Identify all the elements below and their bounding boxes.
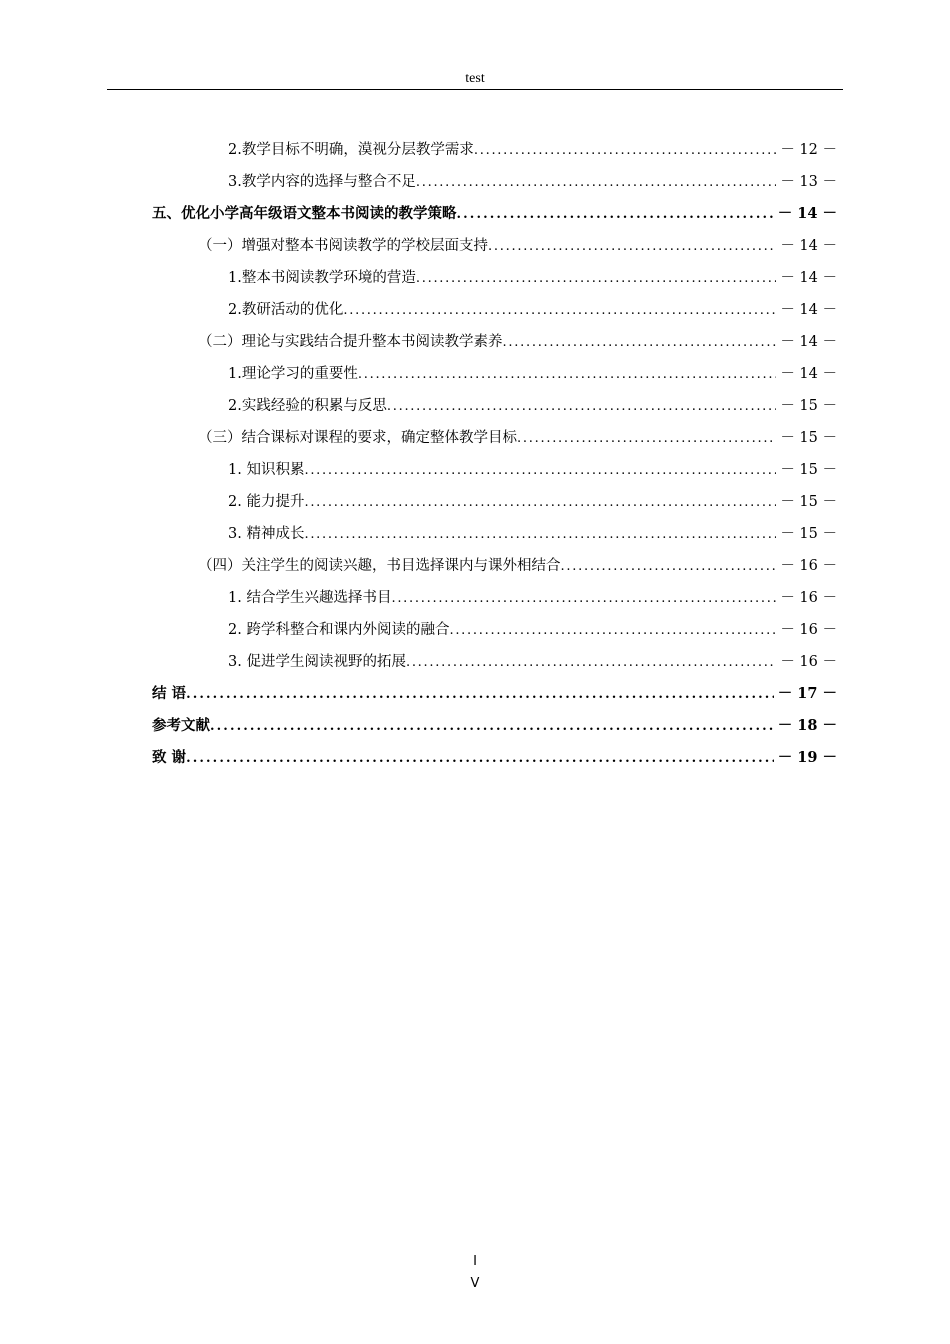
toc-dot-leader bbox=[304, 491, 776, 515]
toc-dot-leader bbox=[406, 651, 776, 675]
toc-entry-title: 3. 精神成长 bbox=[228, 526, 305, 542]
toc-entry-title: 3.教学内容的选择与整合不足 bbox=[228, 174, 416, 190]
toc-dot-leader bbox=[186, 683, 774, 707]
toc-entry[interactable] bbox=[152, 458, 837, 490]
toc-page-number: － 15 － bbox=[780, 494, 837, 510]
toc-entry[interactable] bbox=[152, 490, 837, 522]
page-header: test bbox=[465, 71, 485, 86]
toc-dot-leader bbox=[304, 459, 776, 483]
toc-page-number: － 18 － bbox=[777, 717, 837, 734]
toc-entry-title: 参考文献 bbox=[152, 717, 210, 734]
toc-page-number: － 13 － bbox=[780, 174, 837, 190]
toc-entry-title: （二）理论与实践结合提升整本书阅读教学素养 bbox=[198, 334, 503, 350]
toc-page-number: － 15 － bbox=[780, 398, 837, 414]
toc-entry[interactable] bbox=[152, 746, 837, 778]
toc-entry-title: 1.理论学习的重要性 bbox=[228, 366, 358, 382]
header-rule bbox=[107, 89, 843, 90]
toc-entry[interactable] bbox=[152, 330, 837, 362]
toc-entry[interactable] bbox=[152, 650, 837, 682]
toc-page-number: － 16 － bbox=[780, 622, 837, 638]
toc-dot-leader bbox=[517, 427, 776, 451]
toc-page-number: － 14 － bbox=[780, 238, 837, 254]
page-number-line1: I bbox=[473, 1254, 477, 1269]
toc-dot-leader bbox=[343, 299, 776, 323]
toc-entry-title: 1.整本书阅读教学环境的营造 bbox=[228, 270, 416, 286]
toc-page-number: － 15 － bbox=[780, 430, 837, 446]
toc-entry-title: 2.实践经验的积累与反思 bbox=[228, 398, 387, 414]
toc-entry-title: 致 谢 bbox=[152, 749, 187, 766]
toc-entry-title: 2.教学目标不明确，漠视分层教学需求 bbox=[228, 142, 474, 158]
toc-page-number: － 15 － bbox=[780, 462, 837, 478]
toc-entry-title: （一）增强对整本书阅读教学的学校层面支持 bbox=[198, 238, 488, 254]
page-number-line2: V bbox=[470, 1276, 480, 1291]
toc-page-number: － 15 － bbox=[780, 526, 837, 542]
toc-entry[interactable] bbox=[152, 554, 837, 586]
toc-dot-leader bbox=[488, 235, 776, 259]
toc-page-number: － 17 － bbox=[777, 685, 837, 702]
toc-entry-title: 1. 知识积累 bbox=[228, 462, 305, 478]
toc-dot-leader bbox=[210, 715, 774, 739]
toc-entry[interactable] bbox=[152, 618, 837, 650]
toc-entry-title: 3. 促进学生阅读视野的拓展 bbox=[228, 654, 406, 670]
toc-entry[interactable] bbox=[152, 714, 837, 746]
toc-page-number: － 14 － bbox=[777, 205, 837, 222]
toc-dot-leader bbox=[449, 619, 776, 643]
toc-page-number: － 16 － bbox=[780, 558, 837, 574]
toc-page-number: － 12 － bbox=[780, 142, 837, 158]
toc-entry[interactable] bbox=[152, 298, 837, 330]
toc-entry-title: 2. 跨学科整合和课内外阅读的融合 bbox=[228, 622, 450, 638]
toc-entry[interactable] bbox=[152, 426, 837, 458]
table-of-contents bbox=[152, 138, 837, 778]
toc-entry-title: （四）关注学生的阅读兴趣，书目选择课内与课外相结合 bbox=[198, 558, 561, 574]
toc-page-number: － 16 － bbox=[780, 654, 837, 670]
toc-dot-leader bbox=[503, 331, 777, 355]
toc-page-number: － 14 － bbox=[780, 270, 837, 286]
toc-page-number: － 14 － bbox=[780, 302, 837, 318]
toc-dot-leader bbox=[358, 363, 776, 387]
toc-entry[interactable] bbox=[152, 138, 837, 170]
toc-entry-title: 2. 能力提升 bbox=[228, 494, 305, 510]
toc-page-number: － 19 － bbox=[777, 749, 837, 766]
toc-page-number: － 14 － bbox=[780, 366, 837, 382]
toc-entry-title: 2.教研活动的优化 bbox=[228, 302, 344, 318]
toc-entry[interactable] bbox=[152, 234, 837, 266]
toc-entry-title: 五、优化小学高年级语文整本书阅读的教学策略 bbox=[152, 205, 457, 222]
toc-dot-leader bbox=[391, 587, 776, 611]
toc-entry-title: （三）结合课标对课程的要求，确定整体教学目标 bbox=[198, 430, 517, 446]
toc-dot-leader bbox=[457, 203, 774, 227]
toc-dot-leader bbox=[474, 139, 776, 163]
toc-entry-title: 1. 结合学生兴趣选择书目 bbox=[228, 590, 392, 606]
toc-entry[interactable] bbox=[152, 202, 837, 234]
toc-dot-leader bbox=[304, 523, 776, 547]
toc-page-number: － 16 － bbox=[780, 590, 837, 606]
toc-dot-leader bbox=[387, 395, 776, 419]
toc-entry[interactable] bbox=[152, 170, 837, 202]
toc-entry[interactable] bbox=[152, 394, 837, 426]
toc-page-number: － 14 － bbox=[780, 334, 837, 350]
toc-dot-leader bbox=[416, 267, 776, 291]
toc-dot-leader bbox=[186, 747, 774, 771]
toc-dot-leader bbox=[416, 171, 776, 195]
toc-entry[interactable] bbox=[152, 586, 837, 618]
toc-entry[interactable] bbox=[152, 266, 837, 298]
toc-entry[interactable] bbox=[152, 682, 837, 714]
toc-entry[interactable] bbox=[152, 362, 837, 394]
toc-entry-title: 结 语 bbox=[152, 685, 187, 702]
toc-dot-leader bbox=[561, 555, 777, 579]
toc-entry[interactable] bbox=[152, 522, 837, 554]
